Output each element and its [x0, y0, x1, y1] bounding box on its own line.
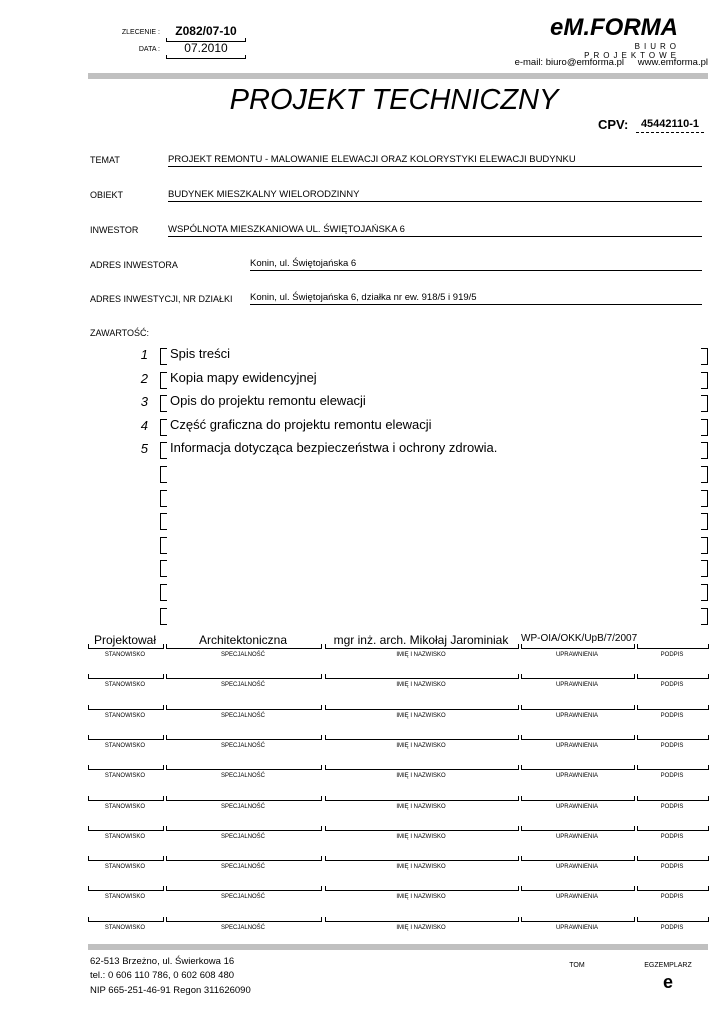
field-label-topic: TEMAT: [90, 155, 120, 165]
header-divider: [88, 73, 708, 79]
signature-position-line: [88, 644, 164, 649]
signature-specialty-value: Architektoniczna: [198, 633, 288, 647]
signature-license-line: [521, 765, 635, 770]
signature-specialty-caption: SPECJALNOŚĆ: [220, 713, 265, 719]
signature-license-caption: UPRAWNIENIA: [555, 894, 599, 900]
signature-signature-caption: PODPIS: [660, 925, 684, 931]
signature-position-line: [88, 856, 164, 861]
contents-bracket-left: [160, 608, 167, 625]
contents-bracket-left: [160, 395, 167, 412]
signature-signature-line: [637, 856, 709, 861]
footer-nip: NIP 665-251-46-91 Regon 311626090: [90, 985, 251, 996]
signature-full-name-caption: IMIĘ I NAZWISKO: [396, 743, 446, 749]
signature-signature-caption: PODPIS: [660, 652, 684, 658]
order-label: ZLECENIE :: [121, 29, 160, 36]
signature-specialty-line: [166, 826, 322, 831]
signature-full-name-line: [325, 826, 519, 831]
signature-license-line: [521, 917, 635, 922]
contents-bracket-left: [160, 419, 167, 436]
contents-bracket-right: [701, 395, 708, 412]
signature-signature-caption: PODPIS: [660, 864, 684, 870]
signature-license-line: [521, 735, 635, 740]
signature-full-name-caption: IMIĘ I NAZWISKO: [396, 925, 446, 931]
signature-position-line: [88, 765, 164, 770]
signature-specialty-line: [166, 796, 322, 801]
signature-full-name-caption: IMIĘ I NAZWISKO: [396, 682, 446, 688]
signature-full-name-line: [325, 917, 519, 922]
signature-specialty-line: [166, 856, 322, 861]
signature-position-caption: STANOWISKO: [104, 773, 146, 779]
signature-full-name-value: mgr inż. arch. Mikołaj Jarominiak: [333, 633, 509, 647]
signature-position-line: [88, 796, 164, 801]
company-logo: eM.FORMA: [550, 14, 678, 41]
signature-position-line: [88, 674, 164, 679]
company-website: www.emforma.pl: [637, 57, 708, 68]
signature-position-caption: STANOWISKO: [104, 743, 146, 749]
contents-bracket-left: [160, 490, 167, 507]
date-value: 07.2010: [184, 41, 228, 55]
signature-full-name-line: [325, 856, 519, 861]
company-tagline: BIURO PROJEKTOWE: [584, 42, 680, 60]
signature-license-line: [521, 856, 635, 861]
signature-signature-line: [637, 674, 709, 679]
signature-full-name-caption: IMIĘ I NAZWISKO: [396, 894, 446, 900]
signature-license-caption: UPRAWNIENIA: [555, 682, 599, 688]
signature-position-caption: STANOWISKO: [104, 713, 146, 719]
contents-bracket-left: [160, 560, 167, 577]
copy-label: EGZEMPLARZ: [644, 962, 692, 969]
signature-position-caption: STANOWISKO: [104, 804, 146, 810]
signature-license-caption: UPRAWNIENIA: [555, 864, 599, 870]
page-title: PROJEKT TECHNICZNY: [229, 84, 559, 116]
signature-license-line: [521, 826, 635, 831]
contents-item-text: Spis treści: [170, 346, 230, 361]
signature-specialty-caption: SPECJALNOŚĆ: [220, 864, 265, 870]
signature-license-caption: UPRAWNIENIA: [555, 713, 599, 719]
signature-specialty-caption: SPECJALNOŚĆ: [220, 925, 265, 931]
signature-full-name-line: [325, 644, 519, 649]
signature-full-name-line: [325, 796, 519, 801]
signature-license-caption: UPRAWNIENIA: [555, 804, 599, 810]
signature-specialty-line: [166, 886, 322, 891]
contents-bracket-left: [160, 513, 167, 530]
signature-position-value: Projektował: [93, 633, 157, 647]
contents-bracket-right: [701, 466, 708, 483]
signature-license-line: [521, 705, 635, 710]
signature-signature-line: [637, 705, 709, 710]
signature-license-caption: UPRAWNIENIA: [555, 743, 599, 749]
signature-signature-caption: PODPIS: [660, 682, 684, 688]
contents-bracket-left: [160, 442, 167, 459]
signature-full-name-caption: IMIĘ I NAZWISKO: [396, 864, 446, 870]
company-email: e-mail: biuro@emforma.pl: [514, 57, 624, 68]
signature-license-line: [521, 674, 635, 679]
field-value-investor-address: Konin, ul. Świętojańska 6: [250, 258, 702, 271]
contents-item-number: 4: [140, 418, 148, 433]
contents-item-number: 1: [140, 347, 148, 362]
contents-bracket-left: [160, 584, 167, 601]
footer-phone: tel.: 0 606 110 786, 0 602 608 480: [90, 970, 235, 981]
footer-address: 62-513 Brzeżno, ul. Świerkowa 16: [90, 956, 235, 967]
signature-specialty-caption: SPECJALNOŚĆ: [220, 682, 265, 688]
signature-signature-caption: PODPIS: [660, 834, 684, 840]
signature-position-caption: STANOWISKO: [104, 834, 146, 840]
signature-position-caption: STANOWISKO: [104, 682, 146, 688]
signature-full-name-caption: IMIĘ I NAZWISKO: [396, 804, 446, 810]
signature-specialty-line: [166, 765, 322, 770]
date-underline: [166, 55, 246, 59]
contents-item-number: 2: [140, 371, 148, 386]
copy-value: e: [662, 972, 673, 992]
signature-position-caption: STANOWISKO: [104, 894, 146, 900]
signature-signature-line: [637, 917, 709, 922]
field-value-investment-address: Konin, ul. Świętojańska 6, działka nr ew. 918/5 i 919/5: [250, 292, 702, 305]
contents-bracket-left: [160, 372, 167, 389]
contents-bracket-right: [701, 348, 708, 365]
signature-signature-line: [637, 826, 709, 831]
order-number: Z082/07-10: [175, 24, 237, 38]
signature-signature-caption: PODPIS: [660, 713, 684, 719]
signature-signature-line: [637, 796, 709, 801]
signature-signature-line: [637, 886, 709, 891]
signature-position-line: [88, 705, 164, 710]
signature-position-line: [88, 886, 164, 891]
signature-full-name-line: [325, 886, 519, 891]
contents-item-number: 5: [140, 441, 148, 456]
signature-specialty-caption: SPECJALNOŚĆ: [220, 894, 265, 900]
field-label-investor-address: ADRES INWESTORA: [90, 260, 178, 270]
signature-specialty-line: [166, 644, 322, 649]
signature-full-name-caption: IMIĘ I NAZWISKO: [396, 834, 446, 840]
field-value-investor: WSPÓLNOTA MIESZKANIOWA UL. ŚWIĘTOJAŃSKA 6: [168, 224, 702, 237]
field-label-investor: INWESTOR: [90, 225, 139, 235]
contents-item-text: Opis do projektu remontu elewacji: [170, 393, 366, 408]
contents-bracket-left: [160, 348, 167, 365]
date-label: DATA :: [138, 46, 160, 53]
contents-bracket-right: [701, 513, 708, 530]
contents-bracket-right: [701, 490, 708, 507]
signature-license-line: [521, 886, 635, 891]
contents-bracket-left: [160, 537, 167, 554]
cpv-label: CPV:: [598, 117, 629, 132]
signature-signature-line: [637, 735, 709, 740]
contents-bracket-right: [701, 537, 708, 554]
contents-label: ZAWARTOŚĆ:: [90, 328, 150, 338]
signature-license-caption: UPRAWNIENIA: [555, 652, 599, 658]
contents-item-text: Część graficzna do projektu remontu elewacji: [170, 417, 432, 432]
volume-label: TOM: [569, 962, 585, 969]
signature-position-line: [88, 826, 164, 831]
footer-divider: [88, 944, 708, 950]
signature-license-caption: UPRAWNIENIA: [555, 773, 599, 779]
signature-license-line: [521, 796, 635, 801]
signature-position-line: [88, 735, 164, 740]
signature-specialty-line: [166, 705, 322, 710]
field-label-investment-address: ADRES INWESTYCJI, NR DZIAŁKI: [90, 294, 233, 304]
signature-full-name-line: [325, 765, 519, 770]
signature-full-name-line: [325, 674, 519, 679]
signature-full-name-line: [325, 735, 519, 740]
signature-signature-caption: PODPIS: [660, 804, 684, 810]
contents-bracket-right: [701, 372, 708, 389]
field-value-object: BUDYNEK MIESZKALNY WIELORODZINNY: [168, 189, 702, 202]
signature-full-name-caption: IMIĘ I NAZWISKO: [396, 773, 446, 779]
contents-bracket-right: [701, 560, 708, 577]
contents-bracket-left: [160, 466, 167, 483]
signature-signature-caption: PODPIS: [660, 894, 684, 900]
cpv-code: 45442110-1: [636, 118, 704, 133]
signature-specialty-caption: SPECJALNOŚĆ: [220, 804, 265, 810]
signature-full-name-caption: IMIĘ I NAZWISKO: [396, 652, 446, 658]
signature-specialty-caption: SPECJALNOŚĆ: [220, 652, 265, 658]
signature-position-caption: STANOWISKO: [104, 864, 146, 870]
signature-position-caption: STANOWISKO: [104, 652, 146, 658]
signature-full-name-caption: IMIĘ I NAZWISKO: [396, 713, 446, 719]
signature-full-name-line: [325, 705, 519, 710]
contents-bracket-right: [701, 419, 708, 436]
signature-specialty-caption: SPECJALNOŚĆ: [220, 834, 265, 840]
contents-item-text: Informacja dotycząca bezpieczeństwa i ochrony zdrowia.: [170, 440, 498, 455]
signature-signature-line: [637, 765, 709, 770]
contents-item-text: Kopia mapy ewidencyjnej: [170, 370, 317, 385]
signature-license-line: [521, 644, 635, 649]
contents-bracket-right: [701, 442, 708, 459]
field-value-topic: PROJEKT REMONTU - MALOWANIE ELEWACJI ORAZ KOLORYSTYKI ELEWACJI BUDYNKU: [168, 154, 702, 167]
field-label-object: OBIEKT: [90, 190, 124, 200]
signature-specialty-line: [166, 735, 322, 740]
contents-item-number: 3: [140, 394, 148, 409]
signature-license-caption: UPRAWNIENIA: [555, 925, 599, 931]
signature-license-caption: UPRAWNIENIA: [555, 834, 599, 840]
contents-bracket-right: [701, 584, 708, 601]
signature-position-caption: STANOWISKO: [104, 925, 146, 931]
signature-signature-line: [637, 644, 709, 649]
signature-specialty-caption: SPECJALNOŚĆ: [220, 773, 265, 779]
signature-specialty-caption: SPECJALNOŚĆ: [220, 743, 265, 749]
signature-specialty-line: [166, 674, 322, 679]
signature-specialty-line: [166, 917, 322, 922]
signature-license-value: WP-OIA/OKK/UpB/7/2007: [521, 633, 638, 644]
contents-bracket-right: [701, 608, 708, 625]
signature-signature-caption: PODPIS: [660, 773, 684, 779]
signature-signature-caption: PODPIS: [660, 743, 684, 749]
signature-position-line: [88, 917, 164, 922]
